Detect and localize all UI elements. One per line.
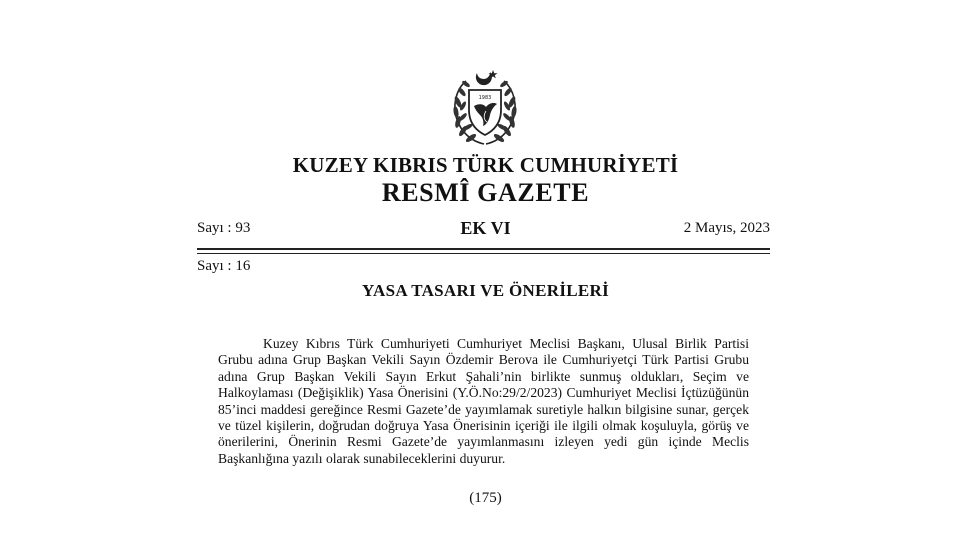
- sub-issue-number: Sayı : 16: [197, 258, 251, 274]
- issue-date: 2 Mayıs, 2023: [683, 220, 770, 236]
- header-rule-thick: [197, 248, 770, 250]
- page-number: (175): [469, 490, 502, 506]
- header-rule-thin: [197, 253, 770, 254]
- svg-text:1983: 1983: [478, 95, 492, 101]
- section-title: YASA TASARI VE ÖNERİLERİ: [361, 281, 610, 300]
- publication-title: RESMÎ GAZETE: [381, 178, 590, 207]
- announcement-paragraph: Kuzey Kıbrıs Türk Cumhuriyeti Cumhuriyet Meclisi Başkanı, Ulusal Birlik Partisi Grubu adına Grup Başkan Vekili Sayın Özdemir Berova ile Cumhuriyetçi Türk Partisi Grubu adına Grup Başkan Vekili Sayın Erkut Şahali’nin birlikte sunmuş oldukları, Seçim ve Halkoylaması (Değişiklik) Yasa Önerisini (Y.Ö.No:29/2/2023) Cumhuriyet Meclisi İçtüzüğünün 85’inci maddesi gereğince Resmi Gazete’de yayımlamak suretiyle halkın bilgisine sunar, gerçek ve tüzel kişilerin, doğrudan doğruya Yasa Önerisinin içeriği ile ilgili olmak koşuluyla, görüş ve önerilerini, Önerinin Resmi Gazete’de yayımlanmasını izleyen yedi gün içinde Meclis Başkanlığına yazılı olarak sunabileceklerini duyurur.: [218, 336, 749, 466]
- country-title: KUZEY KIBRIS TÜRK CUMHURİYETİ: [292, 153, 679, 177]
- supplement-label: EK VI: [460, 218, 511, 238]
- state-emblem-icon: [446, 66, 524, 150]
- issue-number: Sayı : 93: [197, 220, 251, 236]
